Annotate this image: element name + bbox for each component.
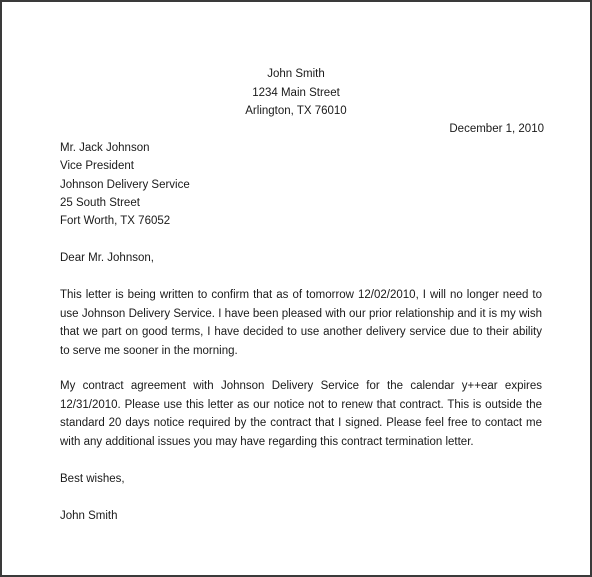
sender-city: Arlington, TX 76010 [245,105,347,117]
sender-name: John Smith [267,68,325,80]
recipient-city: Fort Worth, TX 76052 [60,215,171,227]
body-paragraph-1: This letter is being written to confirm that as of tomorrow 12/02/2010, I will no longer need to use Johnson Delivery Service. I have been pleased with our prior relationship and it is my wish that we part on good terms, I have decided to use another delivery service due to their ability to serve me sooner in the morning. [60,289,542,357]
sender-street: 1234 Main Street [252,87,340,99]
recipient-street: 25 South Street [60,197,140,209]
signature: John Smith [60,510,118,522]
letter-date: December 1, 2010 [449,123,544,135]
recipient-company: Johnson Delivery Service [60,179,190,191]
body-paragraph-2: My contract agreement with Johnson Delivery Service for the calendar y++ear expires 12/31/2010. Please use this letter as our notice not to renew that contract. This is outside the standard 20 days notice required by the contract that I signed. Please feel free to contact me with any additional issues you may have regarding this contract termination letter. [60,380,542,448]
salutation: Dear Mr. Johnson, [60,252,154,264]
recipient-name: Mr. Jack Johnson [60,142,150,154]
closing: Best wishes, [60,473,125,485]
recipient-title: Vice President [60,160,134,172]
